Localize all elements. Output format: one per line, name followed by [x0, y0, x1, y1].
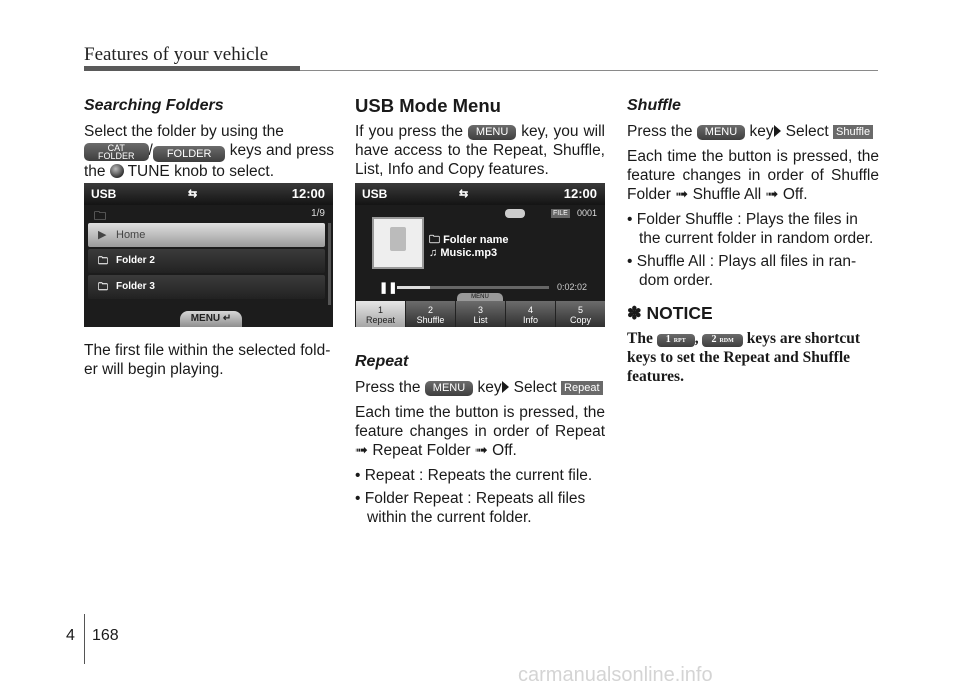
tab-label: List [473, 315, 488, 325]
tab-copy[interactable] [555, 301, 605, 327]
arrow-icon: ➟ [675, 186, 689, 203]
usb-plug-icon [390, 227, 406, 251]
tab-number: 1 [377, 305, 383, 315]
text-shuffle-all: Shuffle All [692, 186, 762, 203]
arrow-icon: ➟ [765, 186, 779, 203]
tab-shuffle[interactable] [405, 301, 455, 327]
page-header-title: Features of your vehicle [84, 44, 269, 65]
tab-number: 2 [427, 305, 433, 315]
repeat-status-icon [505, 209, 525, 218]
screen-clock: 12:00 [563, 186, 597, 201]
list-item-label: Folder 3 [116, 281, 155, 292]
screen-menu-label: MENU [190, 313, 221, 324]
column-usb-mode-menu [355, 96, 605, 185]
list-item-folder-3[interactable] [88, 275, 325, 299]
screen-status-bar [355, 183, 605, 205]
arrow-right-icon [502, 381, 509, 393]
text-select: Select [513, 379, 557, 396]
heading-searching-folders: Searching Folders [84, 97, 224, 114]
list-item-label: Folder 2 [116, 255, 155, 266]
file-number: 0001 [577, 208, 598, 218]
bullet-text: Folder Shuffle : Plays the files in the current folder in random order. [636, 211, 874, 247]
text-keys-and-press: keys and press [229, 142, 335, 159]
shuffle-order-paragraph [627, 147, 879, 204]
header-bar [84, 66, 300, 71]
tab-number: 5 [577, 305, 583, 315]
usb-playback-screen [355, 183, 605, 327]
menu-key: MENU [697, 125, 745, 140]
list-item-folder-2[interactable] [88, 249, 325, 273]
tab-number: 4 [527, 305, 533, 315]
bullet-text: Folder Repeat : Repeats all files within the current folder. [364, 490, 586, 526]
shuffle-instruction [627, 122, 879, 141]
cat-folder-key [84, 143, 149, 161]
shuffle-softkey: Shuffle [833, 125, 873, 139]
text-repeat-folder: Repeat Folder [372, 442, 471, 459]
tab-label: Copy [569, 315, 591, 325]
text-off: Off. [782, 186, 808, 203]
screen-source-label: USB [91, 187, 117, 201]
tab-list[interactable] [455, 301, 505, 327]
usb-icon: ⇆ [188, 188, 198, 200]
tune-knob-icon [110, 164, 124, 178]
pause-icon[interactable]: ❚❚ [379, 282, 398, 294]
rpt-key-label: RPT [673, 338, 686, 344]
heading-repeat: Repeat [355, 353, 409, 370]
music-note-icon: ♫ [429, 247, 438, 259]
bullet-text: Shuffle All : Plays all files in ran-dom order. [636, 253, 857, 289]
rdm-key [702, 334, 742, 347]
folder-icon: 🗀 [98, 256, 108, 267]
tab-label: Repeat [365, 315, 396, 325]
column-1-lower [84, 341, 334, 379]
page-indicator: 1/9 [311, 208, 325, 219]
watermark: carmanualsonline.info [518, 664, 713, 686]
folder-icon: 🗀 [94, 209, 107, 223]
tab-label: Info [522, 315, 538, 325]
bullet-folder-shuffle: • Folder Shuffle : Plays the files in the current folder in random order. [627, 211, 874, 247]
screen-menu-button[interactable]: MENU ↵ [180, 311, 242, 327]
rdm-key-label: RDM [719, 338, 734, 344]
text-key: key [477, 379, 502, 396]
paragraph-usb-mode-menu [355, 122, 605, 179]
comma-text: , [694, 330, 699, 347]
bullet-folder-repeat: • Folder Repeat : Repeats all files within the current folder. [355, 490, 586, 526]
arrow-icon: ➟ [474, 442, 488, 459]
tab-repeat[interactable] [355, 301, 405, 327]
progress-bar[interactable] [397, 286, 549, 289]
rpt-key [657, 334, 695, 347]
screen-clock: 12:00 [291, 186, 325, 201]
usb-icon: ⇆ [459, 188, 469, 200]
usb-menu-tabs [355, 301, 605, 327]
bullet-shuffle-all: • Shuffle All : Plays all files in ran-dom order. [627, 253, 857, 289]
notice-text [627, 329, 879, 386]
folder-icon: 🗀 [429, 234, 440, 246]
text-tune-knob: TUNE knob to select. [127, 163, 275, 180]
text-key: key [749, 123, 774, 140]
album-art-usb [372, 217, 424, 269]
text-shortcut-keys: keys are shortcut keys to set the Repeat and Shuffle features. [627, 330, 861, 385]
folder-key: FOLDER [153, 146, 226, 162]
screen-status-bar [84, 183, 333, 205]
screen-menu-tab: MENU [457, 293, 503, 301]
elapsed-time: 0:02:02 [557, 282, 588, 292]
cat-folder-key-bottom: FOLDER [98, 151, 135, 161]
cat-folder-key-top: CAT [107, 143, 125, 153]
play-circle-icon: ▶ [98, 229, 107, 241]
text-press-the: Press the [355, 379, 421, 396]
screen-source-label: USB [362, 187, 388, 201]
chapter-number: 4 [66, 627, 75, 644]
screen-path-row [84, 205, 333, 223]
track-name-line [429, 247, 497, 259]
notice-title: ✽ NOTICE [627, 303, 713, 323]
paragraph-select-folder [84, 122, 334, 181]
scrollbar[interactable] [328, 223, 331, 305]
text-if-you-press: If you press the [355, 123, 463, 140]
menu-key: MENU [425, 381, 473, 396]
text-press-the: Press the [627, 123, 693, 140]
arrow-right-icon [774, 125, 781, 137]
paragraph-first-file: The first file within the selected fold-er will begin playing. [84, 342, 331, 378]
text-select: Select [785, 123, 829, 140]
text-the: the [84, 163, 106, 180]
arrow-icon: ➟ [355, 442, 368, 459]
text-the: The [627, 330, 653, 347]
header-rule [300, 70, 878, 71]
text-off: Off. [492, 442, 517, 459]
folder-name-text: Folder name [443, 234, 509, 246]
text-select-folder: Select the folder by using the [84, 123, 284, 140]
progress-fill [397, 286, 430, 289]
page-divider [84, 614, 85, 664]
repeat-softkey: Repeat [561, 381, 602, 395]
tab-number: 3 [477, 305, 483, 315]
column-repeat [355, 352, 605, 531]
folder-list-screen [84, 183, 333, 327]
text-access-features: key, you will have access to the Repeat, Shuffle, List, Info and Copy features. [355, 123, 605, 178]
text-shuffle-order: Each time the button is pressed, the feature changes in order of Shuffle Folder [627, 148, 879, 203]
column-searching-folders [84, 96, 334, 187]
text-repeat-order: Each time the button is pressed, the feature changes in order of Repeat [355, 404, 605, 440]
heading-usb-mode-menu: USB Mode Menu [355, 95, 501, 116]
bullet-text: Repeat : Repeats the current file. [364, 467, 593, 484]
rdm-key-number: 2 [711, 334, 717, 345]
track-name-text: Music.mp3 [440, 247, 498, 259]
repeat-instruction [355, 378, 605, 397]
list-item-home[interactable] [88, 223, 325, 247]
slash-text: / [148, 142, 153, 159]
tab-label: Shuffle [416, 315, 445, 325]
menu-key: MENU [468, 125, 516, 140]
list-item-label: Home [116, 229, 146, 241]
column-shuffle [627, 96, 879, 386]
bullet-repeat: • Repeat : Repeats the current file. [355, 467, 593, 484]
file-badge: FILE [553, 210, 568, 217]
repeat-order-paragraph [355, 403, 605, 460]
tab-info[interactable] [505, 301, 555, 327]
page-number: 168 [92, 627, 119, 644]
heading-shuffle: Shuffle [627, 97, 681, 114]
rpt-key-number: 1 [665, 334, 671, 345]
folder-icon: 🗀 [98, 282, 108, 293]
